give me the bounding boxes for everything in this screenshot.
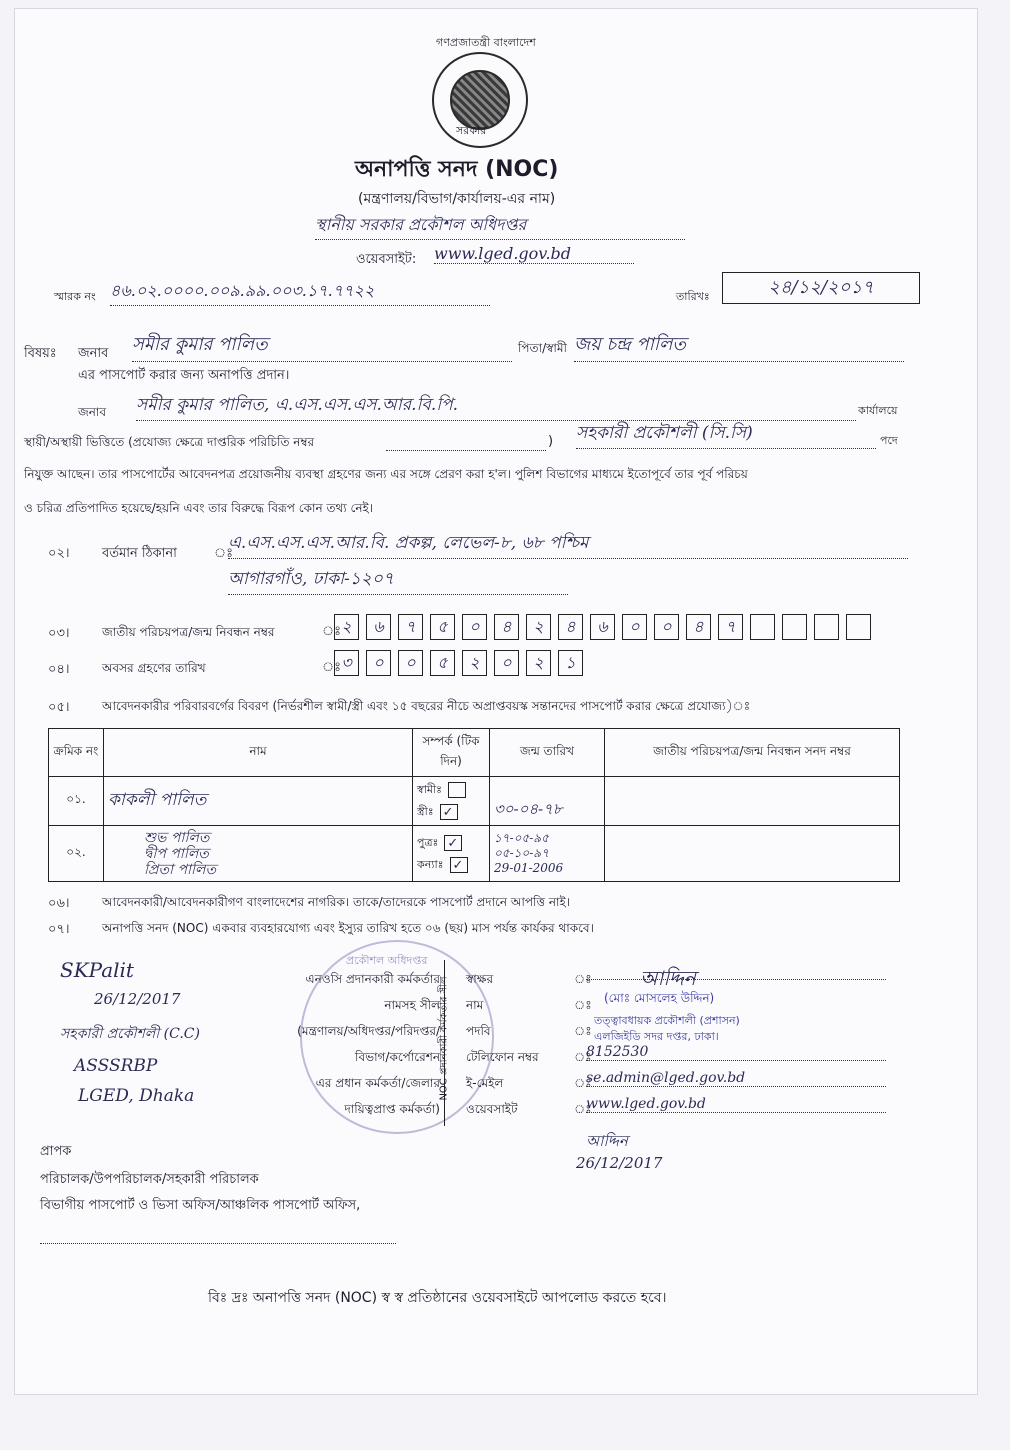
header-name: নাম bbox=[104, 729, 413, 777]
row2-dobs bbox=[490, 826, 605, 882]
checkbox-daughter bbox=[450, 857, 468, 873]
row1-serial: ০১. bbox=[49, 777, 104, 826]
initial-mark: আদ্দিন bbox=[586, 1132, 628, 1150]
initial-date: 26/12/2017 bbox=[576, 1154, 663, 1172]
seal-text-bottom: সরকার bbox=[456, 124, 487, 137]
recipient-line-1: পরিচালক/উপপরিচালক/সহকারী পরিচালক bbox=[40, 1172, 259, 1187]
nid-digit-box: ৭ bbox=[398, 614, 423, 640]
permanent-text: স্থায়ী/অস্থায়ী ভিত্তিতে (প্রযোজ্য ক্ষেত্রে দাপ্তরিক পরিচিতি নম্বর bbox=[24, 435, 315, 449]
nid-digit-box: ৫ bbox=[430, 614, 455, 640]
janab-label-2: জনাব bbox=[78, 405, 107, 419]
retirement-date-boxes bbox=[334, 650, 614, 676]
row2-name-3: প্রিতা পালিত bbox=[144, 861, 216, 878]
recipient-line-2: বিভাগীয় পাসপোর্ট ও ভিসা অফিস/আঞ্চলিক পাসপোর্ট অফিস, bbox=[40, 1198, 361, 1213]
signatory-line-3: (মন্ত্রণালয়/অধিদপ্তর/পরিদপ্তর/ bbox=[297, 1024, 440, 1038]
applicant-sign-project: ASSSRBP bbox=[74, 1056, 158, 1076]
subject-label: বিষয়ঃ bbox=[24, 346, 57, 361]
nid-digit-box: ৪ bbox=[494, 614, 519, 640]
noc-vertical-label: NOC প্রদানকারী কর্মকর্তার সীল bbox=[438, 976, 450, 1101]
row1-name: কাকলী পালিত bbox=[104, 777, 413, 826]
officer-post-2: এলজিইডি সদর দপ্তর, ঢাকা। bbox=[594, 1030, 719, 1043]
web-field-label: ওয়েবসাইট bbox=[466, 1102, 518, 1116]
nid-digit-box bbox=[814, 614, 839, 640]
row1-relation-b: স্ত্রীঃ bbox=[417, 805, 434, 818]
item-07-text: অনাপত্তি সনদ (NOC) একবার ব্যবহারযোগ্য এবং ইস্যুর তারিখ হতে ০৬ (ছয়) মাস পর্যন্ত কার্যকর থাকবে। bbox=[102, 921, 594, 935]
memo-label: স্মারক নং bbox=[54, 290, 96, 303]
post-suffix: পদে bbox=[880, 434, 898, 447]
email-field-label: ই-মেইল bbox=[466, 1076, 504, 1090]
issue-date: ২৪/১২/২০১৭ bbox=[722, 272, 920, 304]
memo-number: ৪৬.০২.০০০০.০০৯.৯৯.০০৩.১৭.৭৭২২ bbox=[110, 278, 490, 306]
table-row bbox=[49, 826, 900, 882]
nid-digit-box bbox=[782, 614, 807, 640]
officer-website: www.lged.gov.bd bbox=[586, 1096, 886, 1113]
paren-close: ) bbox=[548, 434, 554, 449]
retire-digit-box: ২ bbox=[526, 650, 551, 676]
row1-relation-a: স্বামীঃ bbox=[417, 783, 443, 796]
item-07-number: ০৭। bbox=[48, 922, 70, 937]
nid-digit-box: ৪ bbox=[686, 614, 711, 640]
officer-phone: 8152530 bbox=[586, 1044, 886, 1061]
signatory-field-labels bbox=[466, 966, 539, 1122]
retire-digit-box: ১ bbox=[558, 650, 583, 676]
row2-name-1: শুভ পালিত bbox=[144, 829, 210, 846]
father-label: পিতা/স্বামী bbox=[518, 341, 567, 355]
nid-number-boxes bbox=[334, 614, 894, 640]
address-label: বর্তমান ঠিকানা bbox=[102, 546, 177, 561]
stamp-text: প্রকৌশল অধিদপ্তর bbox=[346, 954, 428, 967]
nid-digit-box bbox=[750, 614, 775, 640]
retire-digit-box: ০ bbox=[494, 650, 519, 676]
row1-dob: ৩০-০৪-৭৮ bbox=[490, 777, 605, 826]
row2-names bbox=[104, 826, 413, 882]
officer-email: se.admin@lged.gov.bd bbox=[586, 1070, 886, 1087]
checkbox-husband bbox=[448, 782, 466, 798]
applicant-name: সমীর কুমার পালিত bbox=[132, 330, 512, 362]
retire-digit-box: ৫ bbox=[430, 650, 455, 676]
signatory-line-2: নামসহ সীল bbox=[384, 998, 440, 1012]
applicant-detail: সমীর কুমার পালিত, এ.এস.এস.এস.আর.বি.পি. bbox=[136, 392, 856, 421]
officer-post-1: তত্ত্বাবধায়ক প্রকৌশলী (প্রশাসন) bbox=[594, 1014, 740, 1027]
row1-relation bbox=[413, 777, 490, 826]
nid-digit-box: ৭ bbox=[718, 614, 743, 640]
header-dob: জন্ম তারিখ bbox=[490, 729, 605, 777]
checkbox-son bbox=[444, 835, 462, 851]
applicant-sign-office: LGED, Dhaka bbox=[78, 1086, 195, 1106]
nid-digit-box: ৬ bbox=[366, 614, 391, 640]
janab-label: জনাব bbox=[78, 346, 109, 361]
family-label: আবেদনকারীর পরিবারবর্গের বিবরণ (নির্ভরশীল স্বামী/স্ত্রী এবং ১৫ বছরের নীচে অপ্রাপ্তবয়স্ক সন্তানদের পাসপোর্ট করার ক্ষেত্রে প্রযোজ্য)ঃ bbox=[102, 699, 751, 713]
nid-digit-box: ৬ bbox=[590, 614, 615, 640]
designation: সহকারী প্রকৌশলী (সি.সি) bbox=[576, 420, 876, 449]
nid-label: জাতীয় পরিচয়পত্র/জন্ম নিবন্ধন নম্বর bbox=[102, 625, 275, 639]
item-06-number: ০৬। bbox=[48, 896, 70, 911]
table-header-row bbox=[49, 729, 900, 777]
address-line-1: এ.এস.এস.এস.আর.বি. প্রকল্প, লেভেল-৮, ৬৮ পশ্চিম bbox=[228, 530, 908, 559]
retire-digit-box: ৩ bbox=[334, 650, 359, 676]
row2-relation-b: কন্যাঃ bbox=[417, 857, 444, 871]
nid-digit-box: ২ bbox=[334, 614, 359, 640]
row2-dob-2: ০৫-১০-৯৭ bbox=[494, 846, 549, 860]
website-label: ওয়েবসাইট: bbox=[356, 252, 417, 267]
subject-text: এর পাসপোর্ট করার জন্য অনাপত্তি প্রদান। bbox=[78, 368, 290, 383]
row2-name-2: দ্বীপ পালিত bbox=[144, 845, 209, 862]
row2-relation-a: পুত্রঃ bbox=[417, 835, 439, 849]
header-nid: জাতীয় পরিচয়পত্র/জন্ম নিবন্ধন সনদ নম্বর bbox=[605, 729, 900, 777]
page-title: অনাপত্তি সনদ (NOC) bbox=[355, 157, 559, 182]
applicant-sign-designation: সহকারী প্রকৌশলী (C.C) bbox=[60, 1026, 200, 1042]
phone-field-label: টেলিফোন নম্বর bbox=[466, 1050, 539, 1064]
name-field-label: নাম bbox=[466, 998, 484, 1012]
footer-note: বিঃ দ্রঃ অনাপত্তি সনদ (NOC) স্ব স্ব প্রতিষ্ঠানের ওয়েবসাইটে আপলোড করতে হবে। bbox=[208, 1290, 667, 1306]
row2-serial: ০২. bbox=[49, 826, 104, 882]
row2-relation bbox=[413, 826, 490, 882]
nid-digit-box: ০ bbox=[622, 614, 647, 640]
sign-field-label: স্বাক্ষর bbox=[466, 972, 494, 986]
recipient-label: প্রাপক bbox=[40, 1144, 72, 1159]
officer-signature: আদ্দিন bbox=[640, 966, 696, 990]
applicant-sign-date: 26/12/2017 bbox=[94, 990, 181, 1008]
seal-text-top: গণপ্রজাতন্ত্রী বাংলাদেশ bbox=[436, 36, 536, 49]
header-relation: সম্পর্ক (টিক দিন) bbox=[413, 729, 490, 777]
signatory-line-4: বিভাগ/কর্পোরেশন bbox=[355, 1050, 440, 1064]
website-value: www.lged.gov.bd bbox=[434, 244, 634, 264]
signatory-line-6: দায়িত্বপ্রাপ্ত কর্মকর্তা) bbox=[344, 1102, 440, 1116]
retirement-label: অবসর গ্রহণের তারিখ bbox=[102, 661, 206, 675]
row1-nid bbox=[605, 777, 900, 826]
official-id-blank bbox=[386, 438, 546, 451]
row2-nid bbox=[605, 826, 900, 882]
item-03-number: ০৩। bbox=[48, 626, 70, 641]
officer-name: (মোঃ মোসলেহ উদ্দিন) bbox=[604, 991, 715, 1005]
date-label: তারিখঃ bbox=[676, 290, 710, 303]
row2-dob-1: ১৭-০৫-৯৫ bbox=[494, 831, 549, 845]
address-line-2: আগারগাঁও, ঢাকা-১২০৭ bbox=[228, 566, 568, 595]
signature-line bbox=[586, 978, 886, 980]
retire-digit-box: ০ bbox=[366, 650, 391, 676]
item-06-text: আবেদনকারী/আবেদনকারীগণ বাংলাদেশের নাগরিক। তাকে/তাদেরকে পাসপোর্ট প্রদানে আপত্তি নাই। bbox=[102, 895, 571, 909]
father-name: জয় চন্দ্র পালিত bbox=[574, 330, 904, 362]
header-serial: ক্রমিক নং bbox=[49, 729, 104, 777]
nid-digit-box: ০ bbox=[462, 614, 487, 640]
signatory-line-5: এর প্রধান কর্মকর্তা/জেলার bbox=[315, 1076, 440, 1090]
nid-digit-box: ৪ bbox=[558, 614, 583, 640]
table-row bbox=[49, 777, 900, 826]
nid-digit-box: ০ bbox=[654, 614, 679, 640]
nid-digit-box: ২ bbox=[526, 614, 551, 640]
row2-dob-3: 29-01-2006 bbox=[494, 861, 564, 875]
retire-digit-box: ২ bbox=[462, 650, 487, 676]
item-02-number: ০২। bbox=[48, 546, 70, 561]
nid-digit-box bbox=[846, 614, 871, 640]
signatory-description bbox=[250, 966, 440, 1122]
item-05-number: ০৫। bbox=[48, 700, 70, 715]
signatory-line-1: এনওসি প্রদানকারী কর্মকর্তার bbox=[305, 972, 440, 986]
body-line-2: ও চরিত্র প্রতিপাদিত হয়েছে/হয়নি এবং তার বিরুদ্ধে বিরূপ কোন তথ্য নেই। bbox=[24, 501, 374, 515]
applicant-signature: SKPalit bbox=[60, 958, 134, 982]
checkbox-wife bbox=[440, 804, 458, 820]
seal-emblem-icon bbox=[450, 70, 510, 130]
post-field-label: পদবি bbox=[466, 1024, 491, 1038]
page-subtitle: (মন্ত্রণালয়/বিভাগ/কার্যালয়-এর নাম) bbox=[358, 191, 556, 207]
recipient-blank-line bbox=[40, 1242, 396, 1244]
family-table bbox=[48, 728, 900, 882]
office-name: স্থানীয় সরকার প্রকৌশল অধিদপ্তর bbox=[315, 212, 685, 240]
body-line-1: নিযুক্ত আছেন। তার পাসপোর্টের আবেদনপত্র প্রয়োজনীয় ব্যবস্থা গ্রহণের জন্য এর সঙ্গে প্রেরণ করা হ'ল। পুলিশ বিভাগের মাধ্যমে ইতোপূর্বে তার পূর্ব পরিচয় bbox=[24, 467, 748, 481]
retire-digit-box: ০ bbox=[398, 650, 423, 676]
item-04-number: ০৪। bbox=[48, 662, 70, 677]
office-suffix: কার্যালয়ে bbox=[858, 404, 898, 417]
